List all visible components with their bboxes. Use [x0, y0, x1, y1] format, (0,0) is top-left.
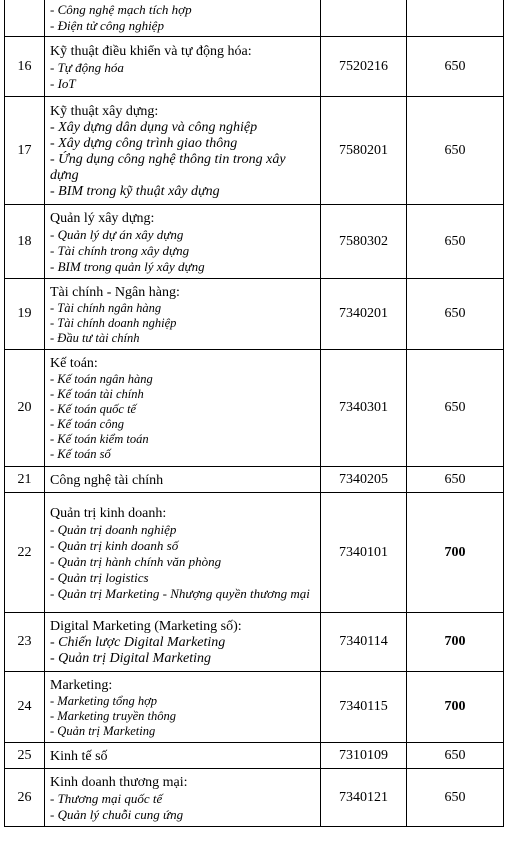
- specialization-item: - Marketing truyền thông: [50, 708, 177, 723]
- table-row: [5, 743, 504, 769]
- quota-value: [407, 0, 504, 37]
- specialization-item: - Quản trị Marketing - Nhượng quyền thương mại: [50, 585, 310, 601]
- quota-value: 650: [407, 279, 504, 350]
- table-row: [5, 493, 504, 613]
- row-number: 18: [5, 205, 45, 279]
- row-number: 23: [5, 613, 45, 672]
- row-number: 16: [5, 37, 45, 97]
- major-code: 7340301: [321, 350, 407, 467]
- specialization-item: - Kế toán kiểm toán: [50, 432, 149, 446]
- specialization-item: - Quản trị Digital Marketing: [50, 651, 211, 666]
- row-number: 25: [5, 743, 45, 769]
- table-row: [5, 350, 504, 467]
- major-title: Tài chính - Ngân hàng:: [50, 284, 180, 300]
- table-body: [5, 0, 504, 827]
- specialization-item: - Quản trị doanh nghiệp: [50, 521, 177, 537]
- major-code: 7340115: [321, 672, 407, 743]
- table-row: [5, 0, 504, 37]
- major-cell: [45, 743, 321, 769]
- major-code: 7580201: [321, 97, 407, 205]
- specialization-item: - Kế toán số: [50, 447, 111, 461]
- specialization-item: - Quản lý chuỗi cung ứng: [50, 806, 184, 822]
- specialization-item: - Kế toán quốc tế: [50, 402, 137, 416]
- quota-value: 650: [407, 350, 504, 467]
- specialization-item: - Tự động hóa: [50, 59, 124, 75]
- major-code: 7340205: [321, 467, 407, 493]
- major-code: 7340101: [321, 493, 407, 613]
- specialization-item: - Quản trị logistics: [50, 569, 149, 585]
- major-code: 7340114: [321, 613, 407, 672]
- major-code: 7340121: [321, 769, 407, 827]
- row-number: 24: [5, 672, 45, 743]
- row-number: 20: [5, 350, 45, 467]
- major-code: 7520216: [321, 37, 407, 97]
- specialization-item: - Marketing tổng hợp: [50, 693, 158, 708]
- table-row: [5, 97, 504, 205]
- quota-value: 650: [407, 97, 504, 205]
- table-row: [5, 672, 504, 743]
- row-number: 22: [5, 493, 45, 613]
- table-row: [5, 205, 504, 279]
- quota-value: 650: [407, 769, 504, 827]
- major-cell: [45, 467, 321, 493]
- major-title: Công nghệ tài chính: [50, 472, 164, 488]
- major-code: [321, 0, 407, 37]
- specialization-item: - Điện tử công nghiệp: [50, 18, 164, 33]
- major-title: Digital Marketing (Marketing số):: [50, 619, 242, 634]
- major-code: 7310109: [321, 743, 407, 769]
- major-title: Quản trị kinh doanh:: [50, 505, 167, 521]
- major-cell: [45, 37, 321, 97]
- quota-value: 700: [407, 613, 504, 672]
- quota-value: 700: [407, 672, 504, 743]
- specialization-item: - BIM trong quản lý xây dựng: [50, 258, 205, 274]
- quota-value: 700: [407, 493, 504, 613]
- specialization-item: - Kế toán ngân hàng: [50, 372, 153, 386]
- row-number: 17: [5, 97, 45, 205]
- major-title: Kỹ thuật điều khiển và tự động hóa:: [50, 43, 252, 59]
- specialization-item: - Quản trị kinh doanh số: [50, 537, 179, 553]
- table-row: [5, 769, 504, 827]
- table-row: [5, 37, 504, 97]
- specialization-item: - Xây dựng công trình giao thông: [50, 135, 238, 151]
- quota-value: 650: [407, 37, 504, 97]
- major-title: Kế toán:: [50, 356, 98, 371]
- specialization-item: - Tài chính doanh nghiệp: [50, 315, 177, 330]
- specialization-item: - Công nghệ mạch tích hợp: [50, 2, 192, 17]
- major-code: 7580302: [321, 205, 407, 279]
- admissions-table: [4, 0, 504, 827]
- specialization-item: - Ứng dụng công nghệ thông tin trong xây dựng: [50, 151, 286, 183]
- major-title: Kỹ thuật xây dựng:: [50, 103, 159, 119]
- major-code: 7340201: [321, 279, 407, 350]
- specialization-item: - Kế toán tài chính: [50, 387, 144, 401]
- specialization-item: - Thương mại quốc tế: [50, 790, 163, 806]
- major-cell: [45, 205, 321, 279]
- specialization-item: - Tài chính ngân hàng: [50, 300, 162, 315]
- specialization-item: - Quản trị hành chính văn phòng: [50, 553, 222, 569]
- row-number: [5, 0, 45, 37]
- major-cell: [45, 493, 321, 613]
- specialization-item: - IoT: [50, 75, 76, 91]
- quota-value: 650: [407, 743, 504, 769]
- specialization-item: - Chiến lược Digital Marketing: [50, 635, 226, 650]
- major-cell: [45, 672, 321, 743]
- major-cell: [45, 769, 321, 827]
- major-cell: [45, 350, 321, 467]
- table-row: [5, 467, 504, 493]
- specialization-item: - Xây dựng dân dụng và công nghiệp: [50, 119, 258, 135]
- specialization-item: - Tài chính trong xây dựng: [50, 242, 190, 258]
- row-number: 26: [5, 769, 45, 827]
- quota-value: 650: [407, 467, 504, 493]
- row-number: 21: [5, 467, 45, 493]
- row-number: 19: [5, 279, 45, 350]
- specialization-item: - Đầu tư tài chính: [50, 330, 140, 345]
- major-title: Kinh tế số: [50, 748, 108, 764]
- major-title: Quản lý xây dựng:: [50, 210, 155, 226]
- specialization-item: - Quản trị Marketing: [50, 723, 156, 738]
- major-cell: [45, 97, 321, 205]
- specialization-item: - Kế toán công: [50, 417, 124, 431]
- major-cell: [45, 613, 321, 672]
- specialization-item: - BIM trong kỹ thuật xây dựng: [50, 183, 220, 199]
- major-cell: [45, 0, 321, 37]
- table-row: [5, 279, 504, 350]
- specialization-item: - Quản lý dự án xây dựng: [50, 226, 184, 242]
- major-title: Kinh doanh thương mại:: [50, 774, 188, 790]
- major-cell: [45, 279, 321, 350]
- table-row: [5, 613, 504, 672]
- major-title: Marketing:: [50, 677, 113, 693]
- quota-value: 650: [407, 205, 504, 279]
